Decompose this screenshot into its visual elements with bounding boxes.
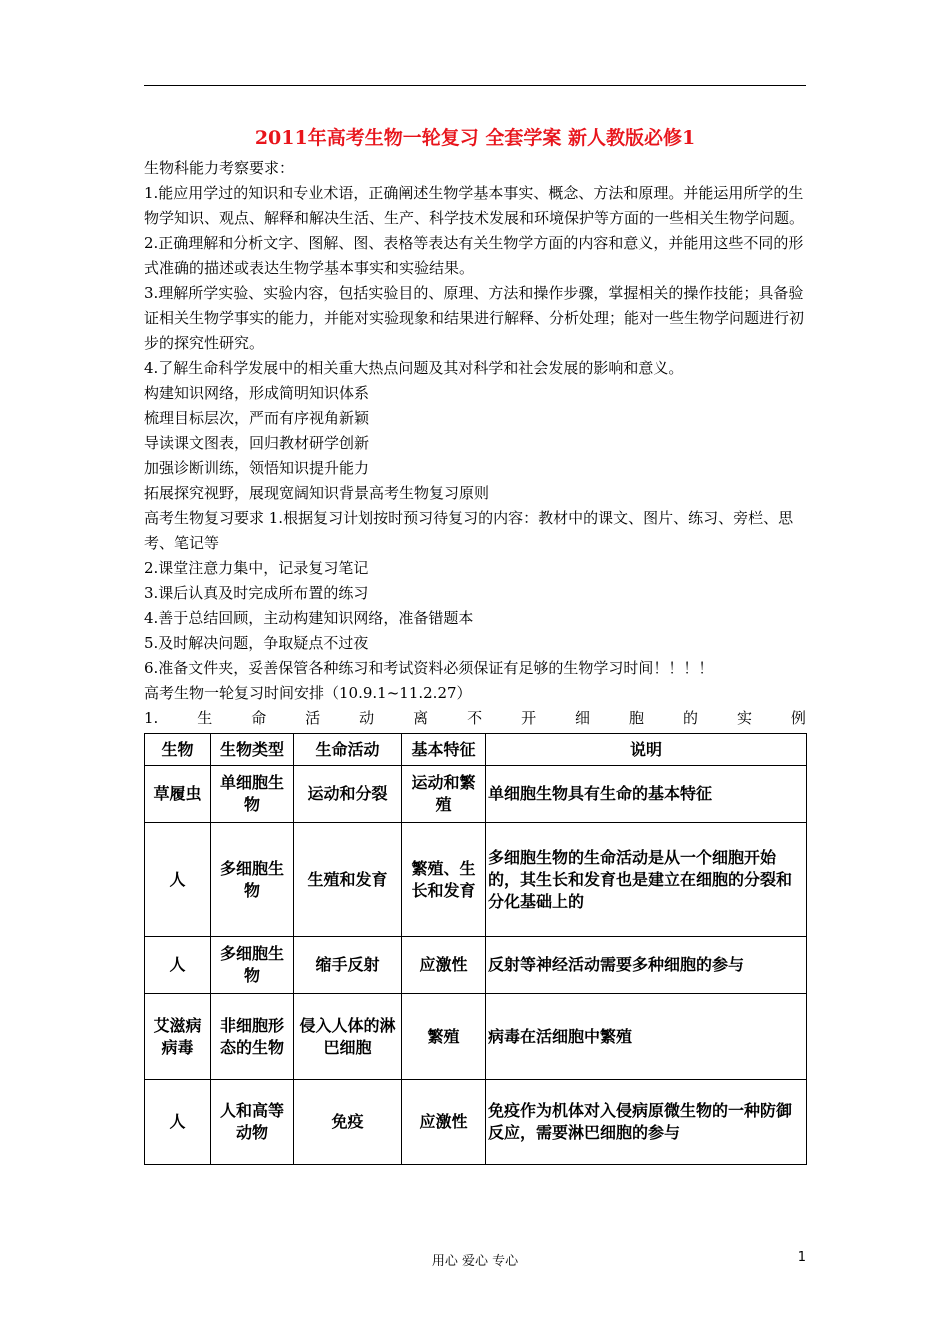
heading-char: 例 [790, 709, 806, 727]
text-line: 2.课堂注意力集中，记录复习笔记 [144, 559, 369, 577]
table-cell: 免疫 [294, 1080, 402, 1165]
table-cell: 缩手反射 [294, 937, 402, 994]
document-title: 2011年高考生物一轮复习 全套学案 新人教版必修1 [254, 127, 696, 149]
text-line: 生物科能力考察要求： [144, 159, 295, 177]
heading-char: 生 [197, 709, 213, 727]
heading-char: 细 [575, 709, 591, 727]
table-cell: 反射等神经活动需要多种细胞的参与 [486, 937, 807, 994]
text-line: 拓展探究视野，展现宽阔知识背景高考生物复习原则 [144, 484, 490, 502]
paragraph-3: 3.理解所学实验、实验内容，包括实验目的、原理、方法和操作步骤，掌握相关的操作技能；具备验证相关生物学事实的能力，并能对实验现象和结果进行解释、分析处理；能对一些生物学问题进行初步的探究性研究。 [144, 284, 805, 352]
section-heading [144, 706, 806, 731]
paragraph-2: 2.正确理解和分析文字、图解、图、表格等表达有关生物学方面的内容和意义，并能用这些不同的形式准确的描述或表达生物学基本事实和实验结果。 [144, 234, 804, 277]
table-cell: 多细胞生物 [211, 823, 294, 937]
header-cell: 生物类型 [211, 734, 294, 766]
table-cell: 单细胞生物具有生命的基本特征 [486, 766, 807, 823]
text-line: 6.准备文件夹，妥善保管各种练习和考试资料必须保证有足够的生物学习时间！！！！ [144, 659, 714, 677]
table-cell: 运动和分裂 [294, 766, 402, 823]
text-line: 4.善于总结回顾，主动构建知识网络，准备错题本 [144, 609, 474, 627]
document-body [144, 120, 806, 1165]
requirement-lines [144, 556, 806, 706]
heading-char: 命 [251, 709, 267, 727]
table-cell: 生殖和发育 [294, 823, 402, 937]
paragraph-1: 1.能应用学过的知识和专业术语，正确阐述生物学基本事实、概念、方法和原理。并能运用所学的生物学知识、观点、解释和解决生活、生产、科学技术发展和环境保护等方面的一些相关生物学问题。 [144, 184, 805, 227]
table-cell: 多细胞生物 [211, 937, 294, 994]
table-cell: 繁殖 [402, 994, 486, 1080]
table-cell: 艾滋病病毒 [145, 994, 211, 1080]
table-cell: 侵入人体的淋巴细胞 [294, 994, 402, 1080]
heading-char: 1. [144, 709, 159, 727]
table-row [145, 823, 807, 937]
heading-char: 实 [736, 709, 752, 727]
intro-lines [144, 156, 806, 181]
header-cell: 说明 [486, 734, 807, 766]
table-row [145, 994, 807, 1080]
footer-motto: 用心 爱心 专心 [431, 1254, 519, 1269]
table-cell: 人 [145, 937, 211, 994]
table-header-row [145, 734, 807, 766]
table-cell: 繁殖、生长和发育 [402, 823, 486, 937]
header-cell: 生物 [145, 734, 211, 766]
header-cell: 基本特征 [402, 734, 486, 766]
heading-char: 动 [359, 709, 375, 727]
principle-lines [144, 356, 806, 506]
heading-char: 开 [521, 709, 537, 727]
table-cell: 应激性 [402, 1080, 486, 1165]
table-cell: 多细胞生物的生命活动是从一个细胞开始的，其生长和发育也是建立在细胞的分裂和分化基础上的 [486, 823, 807, 937]
text-line: 3.课后认真及时完成所布置的练习 [144, 584, 369, 602]
table-cell: 病毒在活细胞中繁殖 [486, 994, 807, 1080]
text-line: 导读课文图表，回归教材研学创新 [144, 434, 370, 452]
paragraph-4: 高考生物复习要求 1.根据复习计划按时预习待复习的内容：教材中的课文、图片、练习、旁栏、思考、笔记等 [144, 509, 794, 552]
text-line: 4.了解生命科学发展中的相关重大热点问题及其对科学和社会发展的影响和意义。 [144, 359, 684, 377]
table-cell: 人 [145, 1080, 211, 1165]
heading-char: 的 [682, 709, 698, 727]
table-row [145, 766, 807, 823]
text-line: 5.及时解决问题，争取疑点不过夜 [144, 634, 369, 652]
table-cell: 运动和繁殖 [402, 766, 486, 823]
table-cell: 人 [145, 823, 211, 937]
heading-char: 离 [413, 709, 429, 727]
heading-char: 不 [467, 709, 483, 727]
text-line: 加强诊断训练，领悟知识提升能力 [144, 459, 370, 477]
table-cell: 免疫作为机体对入侵病原微生物的一种防御反应，需要淋巴细胞的参与 [486, 1080, 807, 1165]
table-cell: 应激性 [402, 937, 486, 994]
table-cell: 非细胞形态的生物 [211, 994, 294, 1080]
text-line: 高考生物一轮复习时间安排（10.9.1~11.2.27） [144, 684, 472, 702]
table-row [145, 937, 807, 994]
header-rule [144, 85, 806, 86]
table-cell: 草履虫 [145, 766, 211, 823]
table-row [145, 1080, 807, 1165]
header-cell: 生命活动 [294, 734, 402, 766]
heading-char: 胞 [629, 709, 645, 727]
text-line: 梳理目标层次，严而有序视角新颖 [144, 409, 370, 427]
examples-table [144, 733, 807, 1165]
text-line: 构建知识网络，形成简明知识体系 [144, 384, 370, 402]
table-cell: 单细胞生物 [211, 766, 294, 823]
page-number: 1 [797, 1250, 806, 1265]
table-cell: 人和高等动物 [211, 1080, 294, 1165]
heading-char: 活 [305, 709, 321, 727]
